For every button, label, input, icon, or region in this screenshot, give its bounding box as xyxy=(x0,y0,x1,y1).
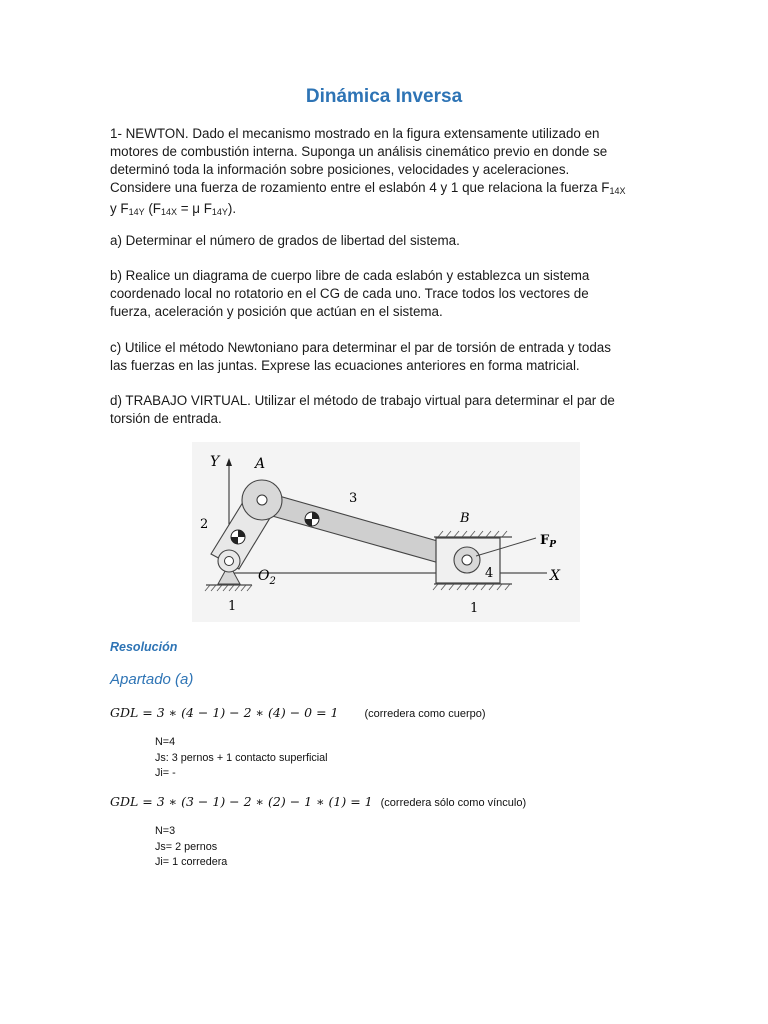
item-a xyxy=(110,232,665,250)
problem-line-3: determinó toda la información sobre posiciones, velocidades y aceleraciones. xyxy=(110,162,570,177)
case-2-n: N=3 xyxy=(155,825,176,837)
item-d xyxy=(110,392,665,428)
point-a-label: A xyxy=(255,456,266,472)
y-axis-label: Y xyxy=(210,454,220,470)
item-d-line-2: torsión de entrada. xyxy=(110,411,222,426)
problem-statement xyxy=(110,125,665,221)
case-2-list xyxy=(155,824,227,871)
item-c xyxy=(110,339,665,375)
problem-line-5: y $F_{14Y}$ ($F_{14X} = \mu$ $F_{14Y}$). xyxy=(110,201,237,217)
item-b-line-1: b) Realice un diagrama de cuerpo libre de cada eslabón y establezca un sistema xyxy=(110,268,590,283)
problem-line-4: Considere una fuerza de rozamiento entre el eslabón 4 y 1 que relaciona la fuerza $F_{14X}$ xyxy=(110,180,626,196)
problem-line-2: motores de combustión interna. Suponga un análisis cinemático previo en donde se xyxy=(110,144,608,159)
link-2-label: 2 xyxy=(200,517,209,532)
cg-marker-link-2-icon xyxy=(231,530,245,544)
item-d-line-1: d) TRABAJO VIRTUAL. Utilizar el método de trabajo virtual para determinar el par de xyxy=(110,393,615,408)
link-4-label: 4 xyxy=(485,566,494,581)
ground-label-left: 1 xyxy=(228,599,237,614)
problem-line-1: 1- NEWTON. Dado el mecanismo mostrado en la figura extensamente utilizado en xyxy=(110,126,600,141)
case-1-ji: Ji= - xyxy=(155,767,176,779)
equation-1-formula: GDL = 3 ∗ (4 − 1) − 2 ∗ (4) − 0 = 1 xyxy=(110,705,339,720)
item-b xyxy=(110,267,665,321)
item-b-line-2: coordenado local no rotatorio en el CG de cada uno. Trace todos los vectores de xyxy=(110,286,589,301)
pivot-o2-icon xyxy=(225,557,234,566)
resolution-heading: Resolución xyxy=(110,640,178,654)
link-3-label: 3 xyxy=(349,491,358,506)
case-1-n: N=4 xyxy=(155,736,176,748)
case-2-js: Js= 2 pernos xyxy=(155,840,218,853)
cg-marker-link-3-icon xyxy=(305,512,319,526)
page-title: Dinámica Inversa xyxy=(305,86,463,107)
slider-crank-figure xyxy=(192,442,580,622)
equation-1-note: (corredera como cuerpo) xyxy=(364,708,486,720)
case-1-list xyxy=(155,735,328,782)
x-axis-label: X xyxy=(550,568,560,584)
item-b-line-3: fuerza, aceleración y posición que actúan en el sistema. xyxy=(110,304,443,319)
case-1-js: Js: 3 pernos + 1 contacto superficial xyxy=(155,751,328,764)
item-c-line-1: c) Utilice el método Newtoniano para determinar el par de torsión de entrada y todas xyxy=(110,340,611,355)
item-a-text: a) Determinar el número de grados de libertad del sistema. xyxy=(110,233,460,248)
equation-2-formula: GDL = 3 ∗ (3 − 1) − 2 ∗ (2) − 1 ∗ (1) = 1 xyxy=(110,794,373,809)
force-label: $F_P$ xyxy=(540,533,557,550)
pin-b-icon xyxy=(462,555,472,565)
item-c-line-2: las fuerzas en las juntas. Exprese las ecuaciones anteriores en forma matricial. xyxy=(110,358,580,373)
ground-label-right: 1 xyxy=(470,601,479,616)
point-b-label: B xyxy=(460,511,470,526)
pin-a-icon xyxy=(257,495,267,505)
pivot-o2-label: $O_2$ xyxy=(258,568,276,587)
case-2-ji: Ji= 1 corredera xyxy=(155,856,228,868)
equation-2-note: (corredera sólo como vínculo) xyxy=(380,797,527,809)
equation-1 xyxy=(110,705,486,720)
section-a-heading: Apartado (a) xyxy=(110,671,194,688)
equation-2 xyxy=(110,794,526,809)
